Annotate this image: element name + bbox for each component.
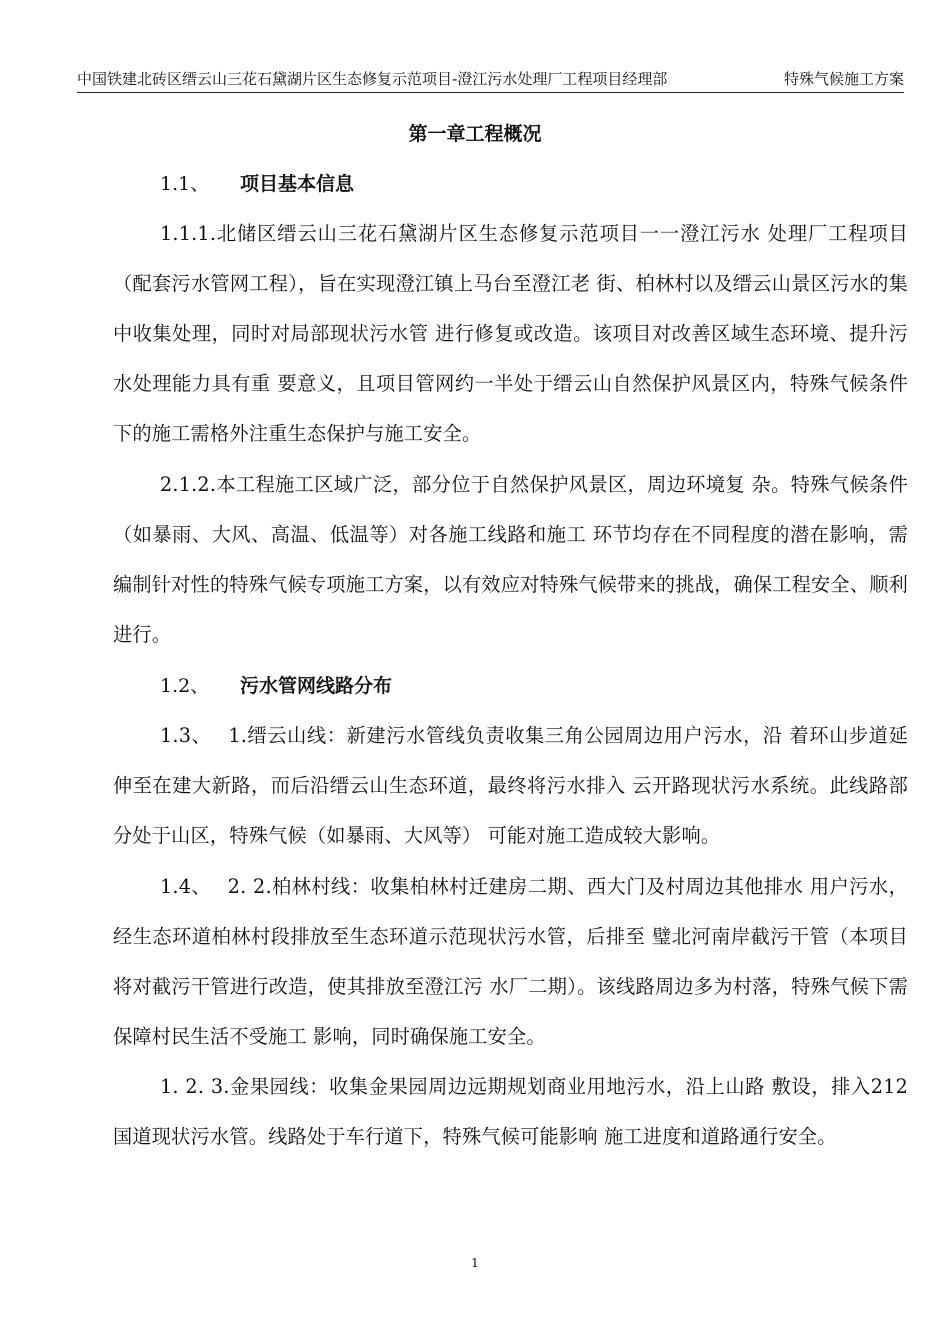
section-title: 项目基本信息	[240, 173, 355, 195]
paragraph-1-3: 1.3、 1.缙云山线：新建污水管线负责收集三角公园周边用户污水，沿 着环山步道延伸至在建大新路，而后沿缙云山生态环道，最终将污水排入 云开路现状污水系统。此线路部分处于山区，特殊气候（如暴雨、大风等） 可能对施工造成较大影响。	[113, 724, 908, 847]
page-number: 1	[471, 1256, 479, 1270]
header-organization: 中国铁建北砖区缙云山三花石黛湖片区生态修复示范项目-澄江污水处理厂工程项目经理部	[77, 70, 668, 88]
section-heading-1-1	[160, 170, 354, 198]
paragraph-1-1-1: 1.1.1.北储区缙云山三花石黛湖片区生态修复示范项目一一澄江污水 处理厂工程项目（配套污水管网工程），旨在实现澄江镇上马台至澄江老 街、柏林村以及缙云山景区污水的集中收集处理，同时对局部现状污水管 进行修复或改造。该项目对改善区域生态环境、提升污水处理能力具有重 要意义，且项目管网约一半处于缙云山自然保护风景区内，特殊气候条件 下的施工需格外注重生态保护与施工安全。	[113, 222, 908, 445]
chapter-title: 第一章工程概况	[408, 123, 542, 145]
paragraph-2-1-2: 2.1.2.本工程施工区域广泛，部分位于自然保护风景区，周边环境复 杂。特殊气候条件（如暴雨、大风、高温、低温等）对各施工线路和施工 环节均存在不同程度的潜在影响，需编制针对性的特殊气候专项施工方案，以有效应对特殊气候带来的挑战，确保工程安全、顺利进行。	[113, 473, 908, 646]
section-number: 1.2、	[160, 675, 210, 697]
paragraph-1-4: 1.4、 2. 2.柏林村线：收集柏林村迁建房二期、西大门及村周边其他排水 用户污水，经生态环道柏林村段排放至生态环道示范现状污水管，后排至 璧北河南岸截污干管（本项目将对截污干管进行改造，使其排放至澄江污 水厂二期）。该线路周边多为村落，特殊气候下需保障村民生活不受施工 影响，同时确保施工安全。	[113, 875, 908, 1048]
section-heading-1-2	[160, 672, 392, 700]
page-header	[77, 66, 904, 93]
section-number: 1.1、	[160, 173, 210, 195]
paragraph-1-2-3: 1. 2. 3.金果园线：收集金果园周边远期规划商业用地污水，沿上山路 敷设，排入212国道现状污水管。线路处于车行道下，特殊气候可能影响 施工进度和道路通行安全。	[113, 1075, 908, 1148]
section-title: 污水管网线路分布	[240, 675, 393, 697]
header-document-type: 特殊气候施工方案	[783, 70, 904, 88]
